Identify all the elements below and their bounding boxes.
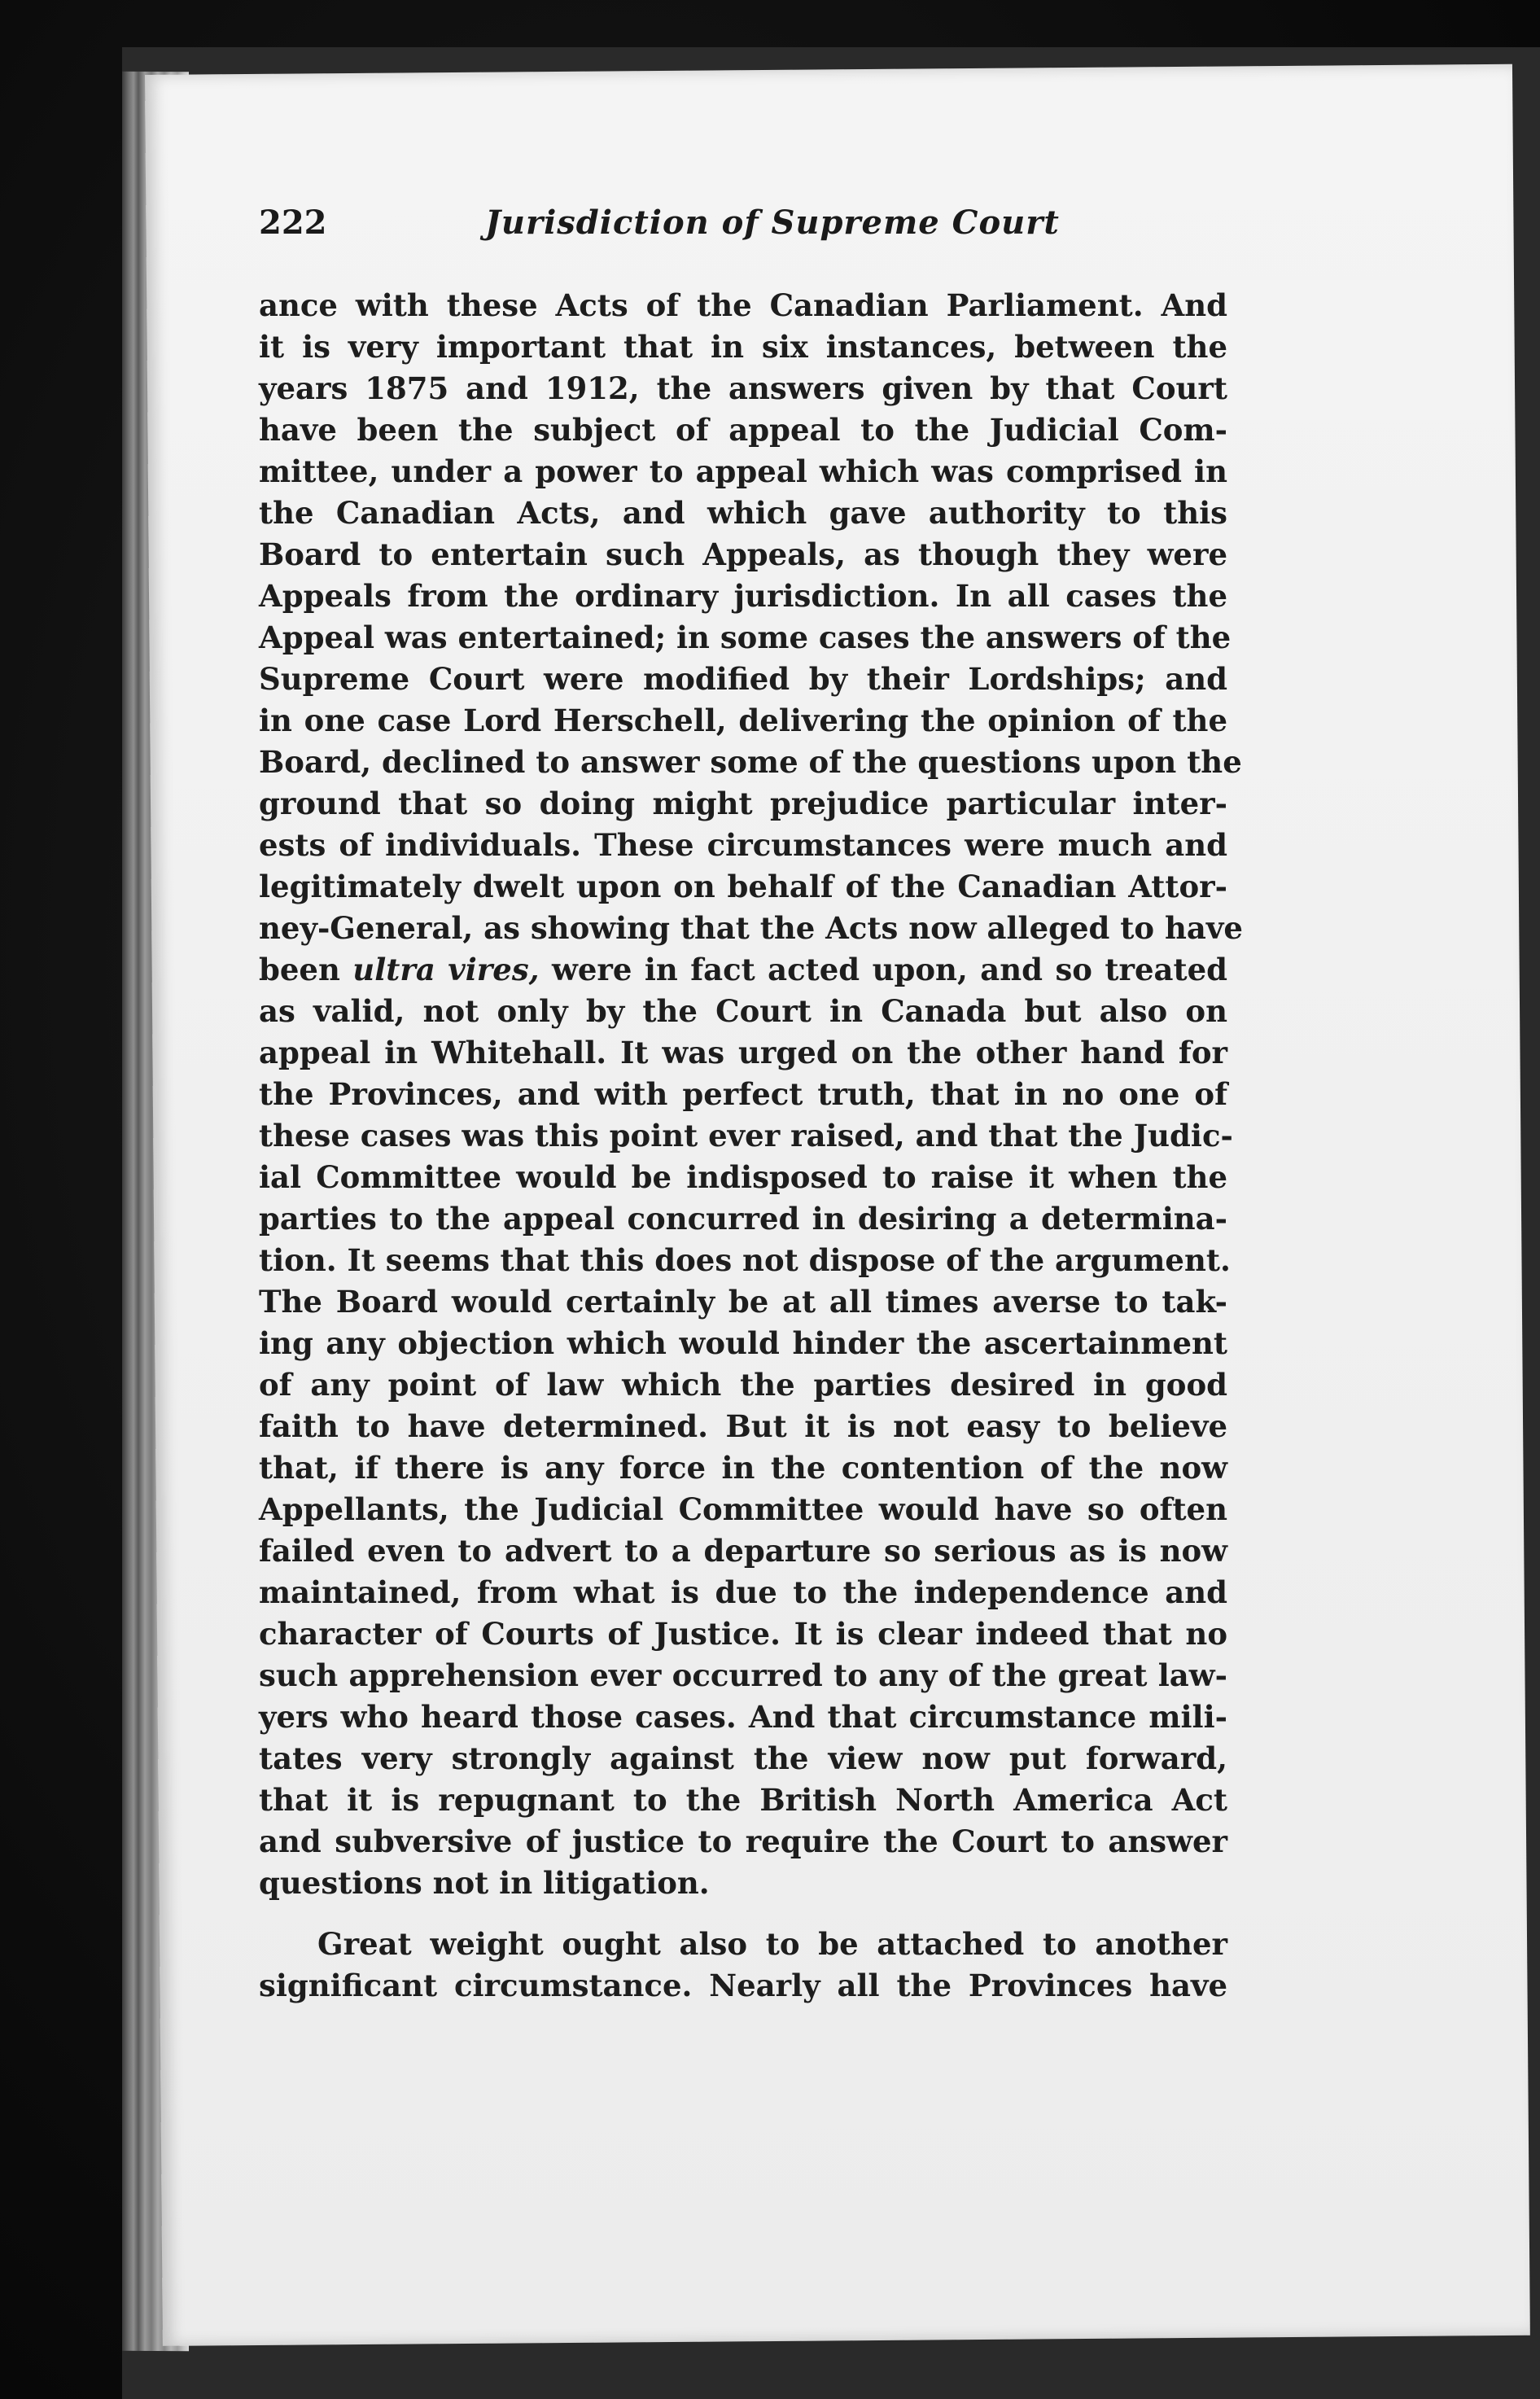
text-line: mittee, under a power to appeal which was comprised in bbox=[259, 453, 1227, 489]
text-line: tion. It seems that this does not dispose of the argument. bbox=[259, 1242, 1231, 1278]
text-line: the Canadian Acts, and which gave authority to this bbox=[259, 495, 1227, 531]
text-line: these cases was this point ever raised, and that the Judic- bbox=[259, 1118, 1233, 1154]
text-line: of any point of law which the parties desired in good bbox=[259, 1367, 1227, 1403]
text-line: the Provinces, and with perfect truth, that in no one of bbox=[259, 1076, 1227, 1112]
text-line: Great weight ought also to be attached to another bbox=[317, 1926, 1227, 1962]
text-line: maintained, from what is due to the independence and bbox=[259, 1574, 1227, 1610]
text-line: questions not in litigation. bbox=[259, 1865, 710, 1901]
text-fragment: been bbox=[259, 952, 353, 987]
text-line: parties to the appeal concurred in desiring a determina- bbox=[259, 1201, 1227, 1237]
text-line: Board, declined to answer some of the questions upon the bbox=[259, 744, 1242, 780]
text-line: significant circumstance. Nearly all the Provinces have bbox=[259, 1968, 1227, 2003]
text-line: legitimately dwelt upon on behalf of the Canadian Attor- bbox=[259, 869, 1227, 904]
text-line: ing any objection which would hinder the ascertainment bbox=[259, 1325, 1227, 1361]
text-line: yers who heard those cases. And that circumstance mili- bbox=[259, 1699, 1227, 1735]
text-line: ney-General, as showing that the Acts now alleged to have bbox=[259, 910, 1243, 946]
text-line: in one case Lord Herschell, delivering the opinion of the bbox=[259, 703, 1227, 738]
running-title: Jurisdiction of Supreme Court bbox=[485, 204, 1060, 242]
text-line: character of Courts of Justice. It is clear indeed that no bbox=[259, 1616, 1227, 1652]
text-line: Supreme Court were modified by their Lordships; and bbox=[259, 661, 1227, 697]
text-line: ests of individuals. These circumstances were much and bbox=[259, 827, 1227, 863]
running-head bbox=[259, 204, 1154, 260]
text-line: that, if there is any force in the contention of the now bbox=[259, 1450, 1227, 1486]
text-line: it is very important that in six instances, between the bbox=[259, 329, 1227, 365]
text-line-with-italic bbox=[259, 949, 1227, 991]
page-number: 222 bbox=[259, 204, 327, 242]
paragraph-2 bbox=[259, 1924, 1227, 2007]
text-line: ance with these Acts of the Canadian Parliament. And bbox=[259, 287, 1227, 323]
paragraph-1 bbox=[259, 285, 1243, 1904]
text-line: Appeal was entertained; in some cases the answers of the bbox=[259, 619, 1232, 655]
text-line: as valid, not only by the Court in Canada but also on bbox=[259, 993, 1227, 1029]
text-line: such apprehension ever occurred to any of the great law- bbox=[259, 1657, 1227, 1693]
text-line: failed even to advert to a departure so serious as is now bbox=[259, 1533, 1227, 1569]
text-fragment: were in fact acted upon, and so treated bbox=[539, 952, 1227, 987]
text-line: Appeals from the ordinary jurisdiction. In all cases the bbox=[259, 578, 1227, 614]
text-line: Board to entertain such Appeals, as though they were bbox=[259, 536, 1227, 572]
paragraph-gap bbox=[259, 1904, 1227, 1924]
text-line: years 1875 and 1912, the answers given by that Court bbox=[259, 370, 1227, 406]
text-line: appeal in Whitehall. It was urged on the other hand for bbox=[259, 1035, 1227, 1070]
text-line: ial Committee would be indisposed to raise it when the bbox=[259, 1159, 1227, 1195]
text-line: The Board would certainly be at all times averse to tak- bbox=[259, 1284, 1227, 1320]
italic-term: ultra vires, bbox=[352, 952, 540, 987]
text-line: that it is repugnant to the British North America Act bbox=[259, 1782, 1227, 1818]
text-line: have been the subject of appeal to the Judicial Com- bbox=[259, 412, 1227, 448]
text-line: Appellants, the Judicial Committee would have so often bbox=[259, 1491, 1227, 1527]
text-line: and subversive of justice to require the Court to answer bbox=[259, 1823, 1227, 1859]
text-line: ground that so doing might prejudice particular inter- bbox=[259, 786, 1227, 821]
text-line: faith to have determined. But it is not easy to believe bbox=[259, 1408, 1227, 1444]
body-text bbox=[259, 285, 1243, 2007]
text-line: tates very strongly against the view now put forward, bbox=[259, 1740, 1227, 1776]
